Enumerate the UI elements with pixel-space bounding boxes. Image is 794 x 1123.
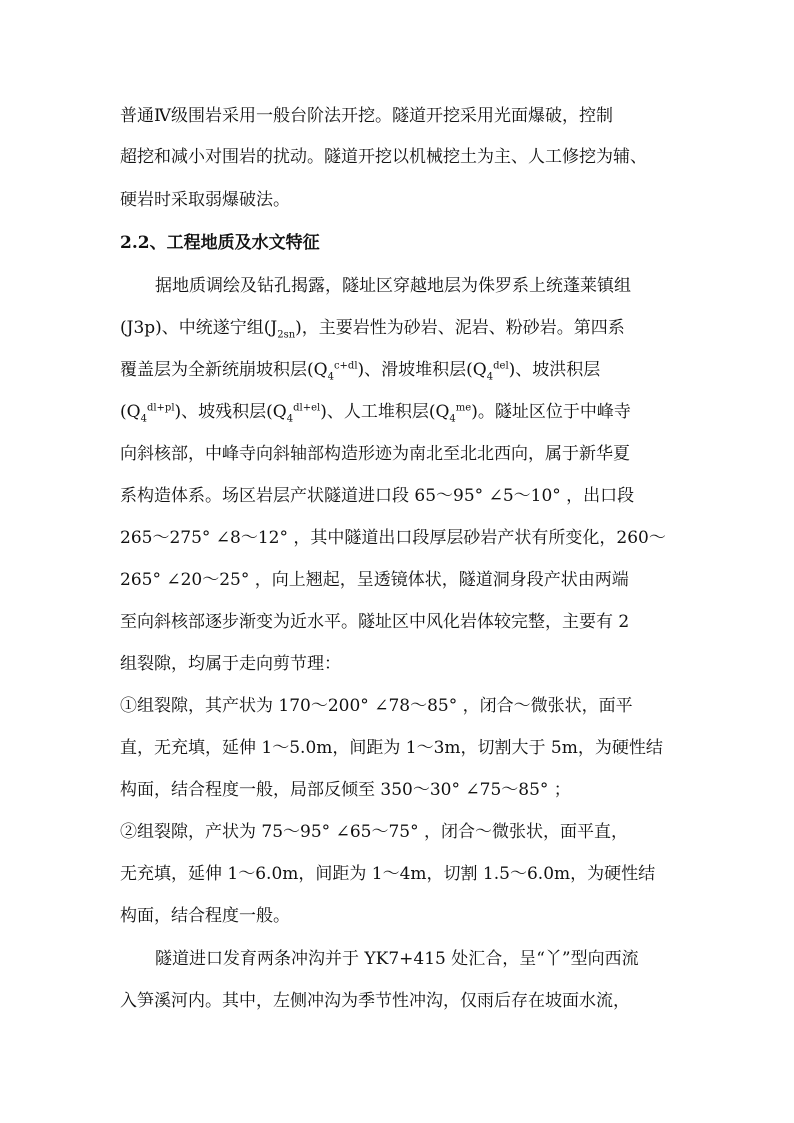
paragraph-line: 超挖和减小对围岩的扰动。隧道开挖以机械挖土为主、人工修挖为辅、 <box>120 147 647 167</box>
paragraph-line: 至向斜核部逐步渐变为近水平。隧址区中风化岩体较完整，主要有 2 <box>120 612 630 632</box>
paragraph-line: 向斜核部，中峰寺向斜轴部构造形迹为南北至北北西向，属于新华夏 <box>120 444 630 464</box>
paragraph-line: 组裂隙，均属于走向剪节理： <box>120 654 341 674</box>
paragraph-line: 覆盖层为全新统崩坡积层$(Q_4^{c+dl})$、滑坡堆积层$(Q_4^{del})$、坡洪积层 <box>120 360 601 383</box>
paragraph-line: 构面，结合程度一般。 <box>120 906 290 926</box>
paragraph-line: 无充填，延伸 1～6.0m，间距为 1～4m，切割 1.5～6.0m，为硬性结 <box>120 864 656 884</box>
paragraph-line: 普通Ⅳ级围岩采用一般台阶法开挖。隧道开挖采用光面爆破，控制 <box>120 106 613 126</box>
paragraph-line: 265～275° ∠8～12° ，其中隧道出口段厚层砂岩产状有所变化，260～ <box>120 528 666 548</box>
paragraph-line: 硬岩时采取弱爆破法。 <box>120 190 290 210</box>
paragraph-line: 隧道进口发育两条冲沟并于 YK7+415 处汇合，呈“丫”型向西流 <box>155 949 639 969</box>
paragraph-line: 265° ∠20～25° ，向上翘起，呈透镜体状，隧道洞身段产状由两端 <box>120 570 629 590</box>
paragraph-line: 构面，结合程度一般，局部反倾至 350～30° ∠75～85° ； <box>120 780 571 800</box>
paragraph-line: 据地质调绘及钻孔揭露，隧址区穿越地层为侏罗系上统蓬莱镇组 <box>155 276 631 296</box>
paragraph-line: 系构造体系。场区岩层产状隧道进口段 65～95° ∠5～10° ，出口段 <box>120 486 635 506</box>
list-item-line: ①组裂隙，其产状为 170～200° ∠78～85° ，闭合～微张状，面平 <box>120 696 633 716</box>
paragraph-line: $(Q_4^{dl+pl})$、坡残积层$(Q_4^{dl+el})$、人工堆积层$(Q_4^{me})$。隧址区位于中峰寺 <box>120 402 631 425</box>
paragraph-line: 直，无充填，延伸 1～5.0m，间距为 1～3m，切割大于 5m，为硬性结 <box>120 738 663 758</box>
list-item-line: ②组裂隙，产状为 75～95° ∠65～75° ，闭合～微张状，面平直， <box>120 822 628 842</box>
section-heading: 2.2、工程地质及水文特征 <box>120 233 320 253</box>
paragraph-line: (J3p)、中统遂宁组$(J_{2sn})$，主要岩性为砂岩、泥岩、粉砂岩。第四系 <box>120 318 625 341</box>
paragraph-line: 入笋溪河内。其中，左侧冲沟为季节性冲沟，仅雨后存在坡面水流， <box>120 991 630 1011</box>
